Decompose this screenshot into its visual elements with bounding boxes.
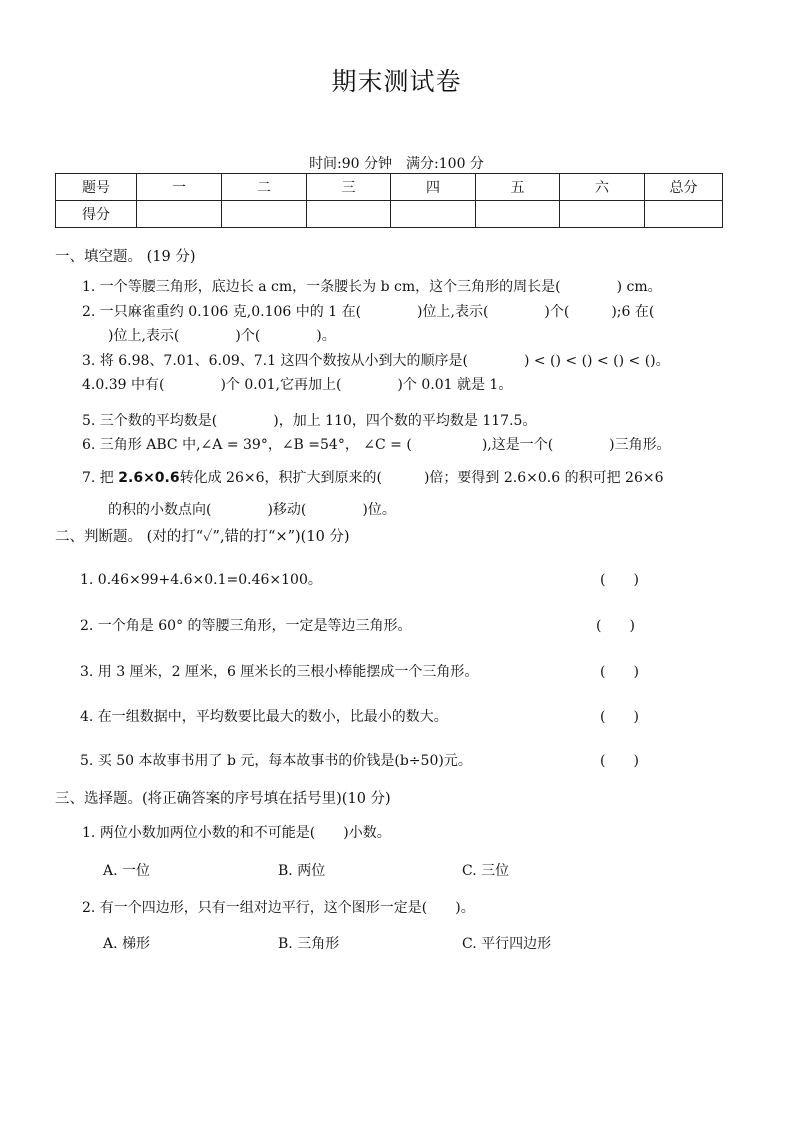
fill-question-2-line1: 2. 一只麻雀重约 0.106 克,0.106 中的 1 在( )位上,表示( )个( );6 在( [82,304,655,320]
score-header-cell: 五 [476,174,560,201]
section2-heading: 二、判断题。 (对的打“✓”,错的打“×”)(10 分) [55,529,350,545]
score-header-cell: 一 [137,174,222,201]
fill-question-6: 6. 三角形 ABC 中,∠A = 39°，∠B =54°， ∠C = ( ),这是一个( )三角形。 [82,437,671,453]
choice-option-c[interactable]: C. 三位 [462,863,510,879]
score-cell[interactable] [307,201,391,228]
q7-bold-expression: 2.6×0.6 [118,470,180,486]
q7-suffix: 转化成 26×6，积扩大到原来的( )倍；要得到 2.6×0.6 的积可把 26×6 [179,470,664,486]
choice-question-1: 1. 两位小数加两位小数的和不可能是( )小数。 [82,825,391,841]
judge-item-5: 5. 买 50 本故事书用了 b 元，每本故事书的价钱是(b÷50)元。 [80,753,472,769]
judge-answer-blank[interactable]: ( ) [600,709,639,725]
fill-question-7-line1 [82,467,664,487]
judge-item-3: 3. 用 3 厘米，2 厘米，6 厘米长的三根小棒能摆成一个三角形。 [80,664,479,680]
score-cell[interactable] [137,201,222,228]
choice-question-2: 2. 有一个四边形，只有一组对边平行，这个图形一定是( )。 [82,900,475,916]
score-table [55,173,723,228]
score-header-cell: 六 [560,174,645,201]
score-cell[interactable] [222,201,307,228]
fill-question-7-line2: 的积的小数点向( )移动( )位。 [108,502,396,518]
score-header-cell: 二 [222,174,307,201]
time-info: 时间:90 分钟 满分:100 分 [309,156,484,172]
score-table-header-row [56,174,723,201]
score-cell[interactable] [391,201,476,228]
judge-answer-blank[interactable]: ( ) [600,664,639,680]
score-header-cell: 四 [391,174,476,201]
fill-question-1: 1. 一个等腰三角形，底边长 a cm，一条腰长为 b cm，这个三角形的周长是( ) cm。 [82,279,662,295]
score-header-cell: 三 [307,174,391,201]
score-header-cell: 总分 [645,174,723,201]
fill-question-3: 3. 将 6.98、7.01、6.09、7.1 这四个数按从小到大的顺序是( ) < () < () < () < ()。 [82,353,670,369]
choice-option-c[interactable]: C. 平行四边形 [462,936,552,952]
judge-item-1: 1. 0.46×99+4.6×0.1=0.46×100。 [80,572,322,588]
q7-prefix: 7. 把 [82,470,119,486]
judge-answer-blank[interactable]: ( ) [600,753,639,769]
fill-question-2-line2: )位上,表示( )个( )。 [108,328,336,344]
score-table-score-row [56,201,723,228]
score-header-cell: 题号 [56,174,137,201]
score-cell[interactable] [560,201,645,228]
score-cell[interactable] [476,201,560,228]
fill-question-5: 5. 三个数的平均数是( )，加上 110，四个数的平均数是 117.5。 [82,413,537,429]
choice-option-b[interactable]: B. 三角形 [278,936,340,952]
judge-item-4: 4. 在一组数据中，平均数要比最大的数小，比最小的数大。 [80,709,448,725]
page-title: 期末测试卷 [331,67,462,96]
score-row-label: 得分 [56,201,137,228]
judge-item-2: 2. 一个角是 60° 的等腰三角形，一定是等边三角形。 [80,618,412,634]
choice-option-b[interactable]: B. 两位 [278,863,326,879]
choice-option-a[interactable]: A. 梯形 [103,936,151,952]
section3-heading: 三、选择题。(将正确答案的序号填在括号里)(10 分) [55,791,391,807]
judge-answer-blank[interactable]: ( ) [600,572,639,588]
section1-heading: 一、填空题。 (19 分) [55,249,196,265]
choice-option-a[interactable]: A. 一位 [103,863,151,879]
fill-question-4: 4.0.39 中有( )个 0.01,它再加上( )个 0.01 就是 1。 [82,377,513,393]
score-cell[interactable] [645,201,723,228]
judge-answer-blank[interactable]: ( ) [596,618,635,634]
